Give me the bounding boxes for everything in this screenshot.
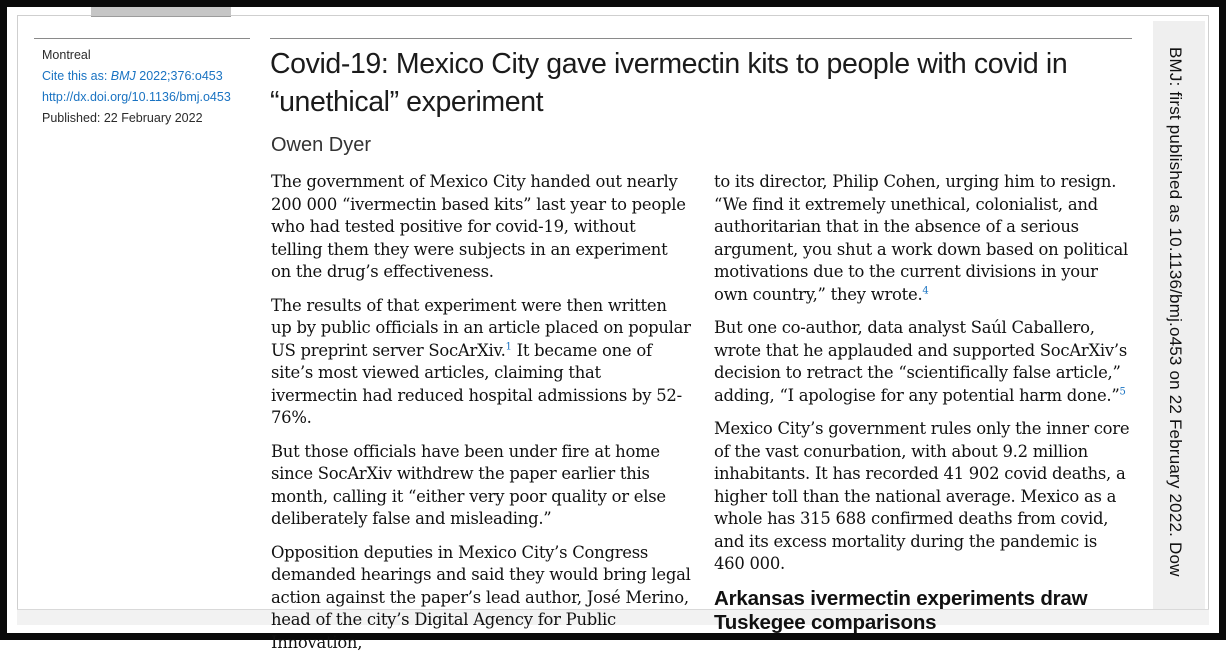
paragraph [271, 295, 691, 430]
article-author: Owen Dyer [271, 134, 372, 156]
article-title: Covid-19: Mexico City gave ivermectin kits to people with covid in “unethical” experiment [270, 48, 1068, 118]
body-column-right [714, 171, 1134, 635]
paragraph: Opposition deputies in Mexico City’s Congress demanded hearings and said they would bring legal action against the paper’s lead author, José Merino, head of the city’s Digital Agency for Public Innovation, [271, 542, 691, 652]
article-sidebar [42, 45, 247, 129]
reference-link[interactable]: 4 [922, 285, 929, 297]
header-rule [270, 38, 1132, 39]
paragraph [714, 317, 1134, 407]
cite-prefix: Cite this as: [42, 69, 111, 83]
body-column-left [271, 171, 691, 665]
published-date: Published: 22 February 2022 [42, 111, 203, 125]
paragraph: The government of Mexico City handed out nearly 200 000 “ivermectin based kits” last year to people who had tested positive for covid-19, without telling them they were subjects in an experiment on the drug’s effectiveness. [271, 172, 686, 281]
sidebar-rule [34, 38, 250, 39]
cite-this-as[interactable] [42, 66, 247, 87]
paragraph: But those officials have been under fire at home since SocArXiv withdrew the paper earlier this month, calling it “either very poor quality or else deliberately false and misleading.” [271, 441, 666, 528]
reference-link[interactable]: 5 [1119, 386, 1126, 398]
paragraph: Mexico City’s government rules only the inner core of the vast conurbation, with about 9.2 million inhabitants. It has recorded 41 902 covid deaths, a higher toll than the national average. Mexico as a whole has 315 688 confirmed deaths from covid, and its excess mortality during the pandemic is 460 000. [714, 419, 1130, 573]
cite-journal: BMJ [110, 69, 136, 83]
side-publication-stamp: BMJ: first published as 10.1136/bmj.o453 on 22 February 2022. Dow [1166, 47, 1185, 577]
paragraph [714, 171, 1134, 306]
paragraph-text: to its director, Philip Cohen, urging him to resign. “We find it extremely unethical, colonialist, and authoritarian that in the absence of a serious argument, you shut a work down based on political motivations due to the current divisions in your own country,” they wrote. [714, 172, 1129, 304]
paragraph-text: The results of that experiment were then written up by public officials in an article placed on popular US preprint server SocArXiv. [271, 295, 691, 360]
paragraph-text: It became one of site’s most viewed articles, claiming that ivermectin had reduced hospital admissions by 52-76%. [271, 340, 682, 427]
viewer-tab [91, 7, 231, 17]
section-heading: Arkansas ivermectin experiments draw Tuskegee comparisons [714, 586, 1088, 634]
paragraph-text: But one co-author, data analyst Saúl Caballero, wrote that he applauded and supported SocArXiv’s decision to retract the “scientifically false article,” adding, “I apologise for any potential harm done.” [714, 318, 1128, 405]
author-location: Montreal [42, 48, 91, 62]
reference-link[interactable]: 1 [505, 341, 512, 353]
cite-ref: 2022;376:o453 [135, 69, 223, 83]
doi-link[interactable]: http://dx.doi.org/10.1136/bmj.o453 [42, 90, 231, 104]
